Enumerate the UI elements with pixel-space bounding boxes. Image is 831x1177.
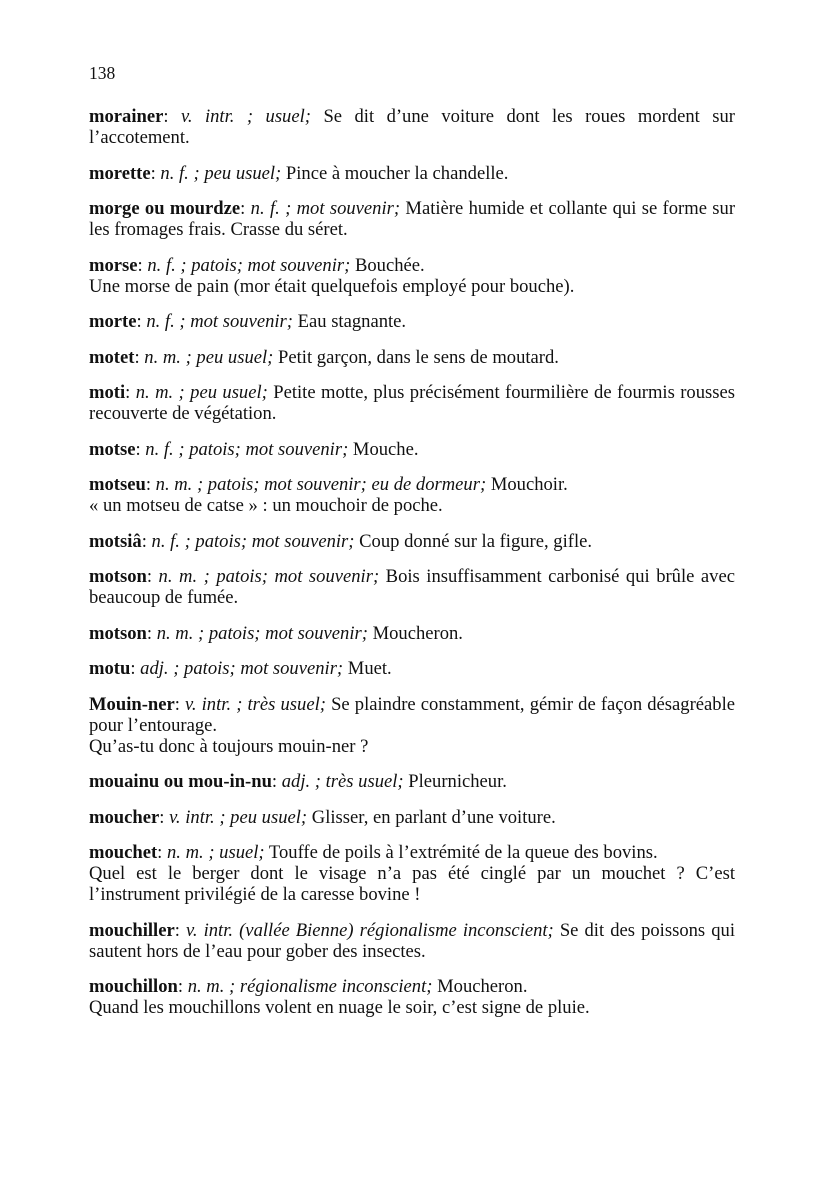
definition: Matière humide et collante qui se forme sur les fromages frais. Crasse du séret. [89,198,736,240]
example: Qu’as-tu donc à toujours mouin-ner ? [89,735,369,757]
entry-moti: moti: n. m. ; peu usuel; Petite motte, plus précisément fourmilière de fourmis rousses recouverte de végétation. [89,382,735,424]
grammar-note: adj. ; très usuel; [281,771,404,792]
definition: Se dit d’une voiture dont les roues mordent sur l’accotement. [89,106,735,148]
headword: motsiâ [89,530,142,552]
entry-mouin-ner: Mouin-ner: v. intr. ; très usuel; Se plaindre constamment, gémir de façon désagréable pour l’entourage. Qu’as-tu donc à toujours mouin-ner ? [89,693,735,757]
definition: Mouche. [352,438,419,460]
definition: Eau stagnante. [297,311,407,332]
grammar-note: n. m. ; patois; mot souvenir; [158,566,380,587]
entry-mouchiller: mouchiller: v. intr. (vallée Bienne) régionalisme inconscient; Se dit des poissons qui sautent hors de l’eau pour gober des insectes. [89,919,735,962]
grammar-note: n. m. ; régionalisme inconscient; [187,976,433,997]
grammar-note: adj. ; patois; mot souvenir; [140,658,344,679]
headword: mouainu ou mou-in-nu [89,771,272,792]
entry-mouainu: mouainu ou mou-in-nu: adj. ; très usuel; Pleurnicheur. [89,771,507,792]
headword: mouchiller [89,919,175,941]
headword: moti [89,382,126,403]
entry-morte: morte: n. f. ; mot souvenir; Eau stagnante. [89,311,407,332]
grammar-note: n. f. ; mot souvenir; [146,311,293,332]
example: Quand les mouchillons volent en nuage le soir, c’est signe de pluie. [89,997,590,1018]
grammar-note: v. intr. ; usuel; [180,106,311,127]
grammar-note: n. m. ; patois; mot souvenir; [156,622,368,644]
grammar-note: n. f. ; patois; mot souvenir; [147,254,351,276]
headword: morainer [89,106,164,127]
definition: Moucheron. [437,976,528,997]
entry-motsia: motsiâ: n. f. ; patois; mot souvenir; Coup donné sur la figure, gifle. [89,530,593,552]
definition: Bois insuffisamment carbonisé qui brûle avec beaucoup de fumée. [89,566,735,608]
page-number: 138 [89,63,116,83]
entry-morge: morge ou mourdze: n. f. ; mot souvenir; Matière humide et collante qui se forme sur les fromages frais. Crasse du séret. [89,198,736,240]
headword: Mouin-ner [89,693,175,715]
headword: motson [89,566,147,587]
definition: Pince à moucher la chandelle. [285,162,509,184]
headword: motse [89,438,136,460]
entry-morse: morse: n. f. ; patois; mot souvenir; Bouchée. Une morse de pain (mor était quelquefois employé pour bouche). [89,255,735,297]
headword: motu [89,658,131,679]
definition: Bouchée. [354,254,425,276]
grammar-note: n. m. ; peu usuel; [144,346,274,368]
entry-moucher: moucher: v. intr. ; peu usuel; Glisser, en parlant d’une voiture. [89,806,556,828]
definition: Petite motte, plus précisément fourmilière de fourmis rousses recouverte de végétation. [89,382,735,424]
headword: morte [89,311,137,332]
definition: Mouchoir. [490,474,568,495]
definition: Se dit des poissons qui sautent hors de l’eau pour gober des insectes. [89,919,735,962]
entry-mouchillon: mouchillon: n. m. ; régionalisme inconscient; Moucheron. Quand les mouchillons volent en nuage le soir, c’est signe de pluie. [89,976,735,1018]
headword: mouchillon [89,976,178,997]
definition: Glisser, en parlant d’une voiture. [311,806,556,828]
dictionary-page [89,62,735,1033]
headword: motet [89,346,135,368]
headword: mouchet [89,842,158,863]
grammar-note: v. intr. ; très usuel; [185,693,326,715]
definition: Moucheron. [372,622,463,644]
grammar-note: n. f. ; patois; mot souvenir; [151,530,355,552]
definition: Muet. [347,658,392,679]
entry-motseu: motseu: n. m. ; patois; mot souvenir; eu de dormeur; Mouchoir. « un motseu de catse » : un mouchoir de poche. [89,474,735,516]
definition: Touffe de poils à l’extrémité de la queue des bovins. [268,842,658,863]
entry-motson-1: motson: n. m. ; patois; mot souvenir; Bois insuffisamment carbonisé qui brûle avec beaucoup de fumée. [89,566,735,608]
definition: Se plaindre constamment, gémir de façon désagréable pour l’entourage. [89,693,735,736]
entry-motu: motu: adj. ; patois; mot souvenir; Muet. [89,658,392,679]
grammar-note: n. m. ; patois; mot souvenir; eu de dormeur; [155,474,487,495]
headword: motseu [89,474,146,495]
definition: Pleurnicheur. [408,771,507,792]
grammar-note: n. f. ; patois; mot souvenir; [145,438,349,460]
grammar-note: n. m. ; peu usuel; [135,382,268,403]
headword: moucher [89,806,160,828]
headword: morette [89,162,151,184]
grammar-note: n. f. ; mot souvenir; [250,198,401,219]
entry-motet: motet: n. m. ; peu usuel; Petit garçon, dans le sens de moutard. [89,346,559,368]
headword: motson [89,622,147,644]
example: Une morse de pain (mor était quelquefois employé pour bouche). [89,275,575,297]
headword: morse [89,254,138,276]
entry-mouchet: mouchet: n. m. ; usuel; Touffe de poils à l’extrémité de la queue des bovins. Quel est le berger dont le visage n’a pas été cinglé par un mouchet ? C’est l’instrument privilégié de la caresse bovine ! [89,842,735,905]
headword: morge ou mourdze [89,198,241,219]
example: « un motseu de catse » : un mouchoir de poche. [89,495,443,516]
definition: Petit garçon, dans le sens de moutard. [278,346,559,368]
example: Quel est le berger dont le visage n’a pas été cinglé par un mouchet ? C’est l’instrument privilégié de la caresse bovine ! [89,863,735,905]
entry-motse: motse: n. f. ; patois; mot souvenir; Mouche. [89,438,419,460]
definition: Coup donné sur la figure, gifle. [359,530,593,552]
grammar-note: v. intr. ; peu usuel; [169,806,308,828]
entry-morette: morette: n. f. ; peu usuel; Pince à moucher la chandelle. [89,162,509,184]
grammar-note: v. intr. (vallée Bienne) régionalisme inconscient; [185,919,554,941]
entry-morainer: morainer: v. intr. ; usuel; Se dit d’une voiture dont les roues mordent sur l’accotement. [89,106,735,148]
grammar-note: n. f. ; peu usuel; [160,162,282,184]
entry-motson-2: motson: n. m. ; patois; mot souvenir; Moucheron. [89,622,463,644]
grammar-note: n. m. ; usuel; [167,842,265,863]
